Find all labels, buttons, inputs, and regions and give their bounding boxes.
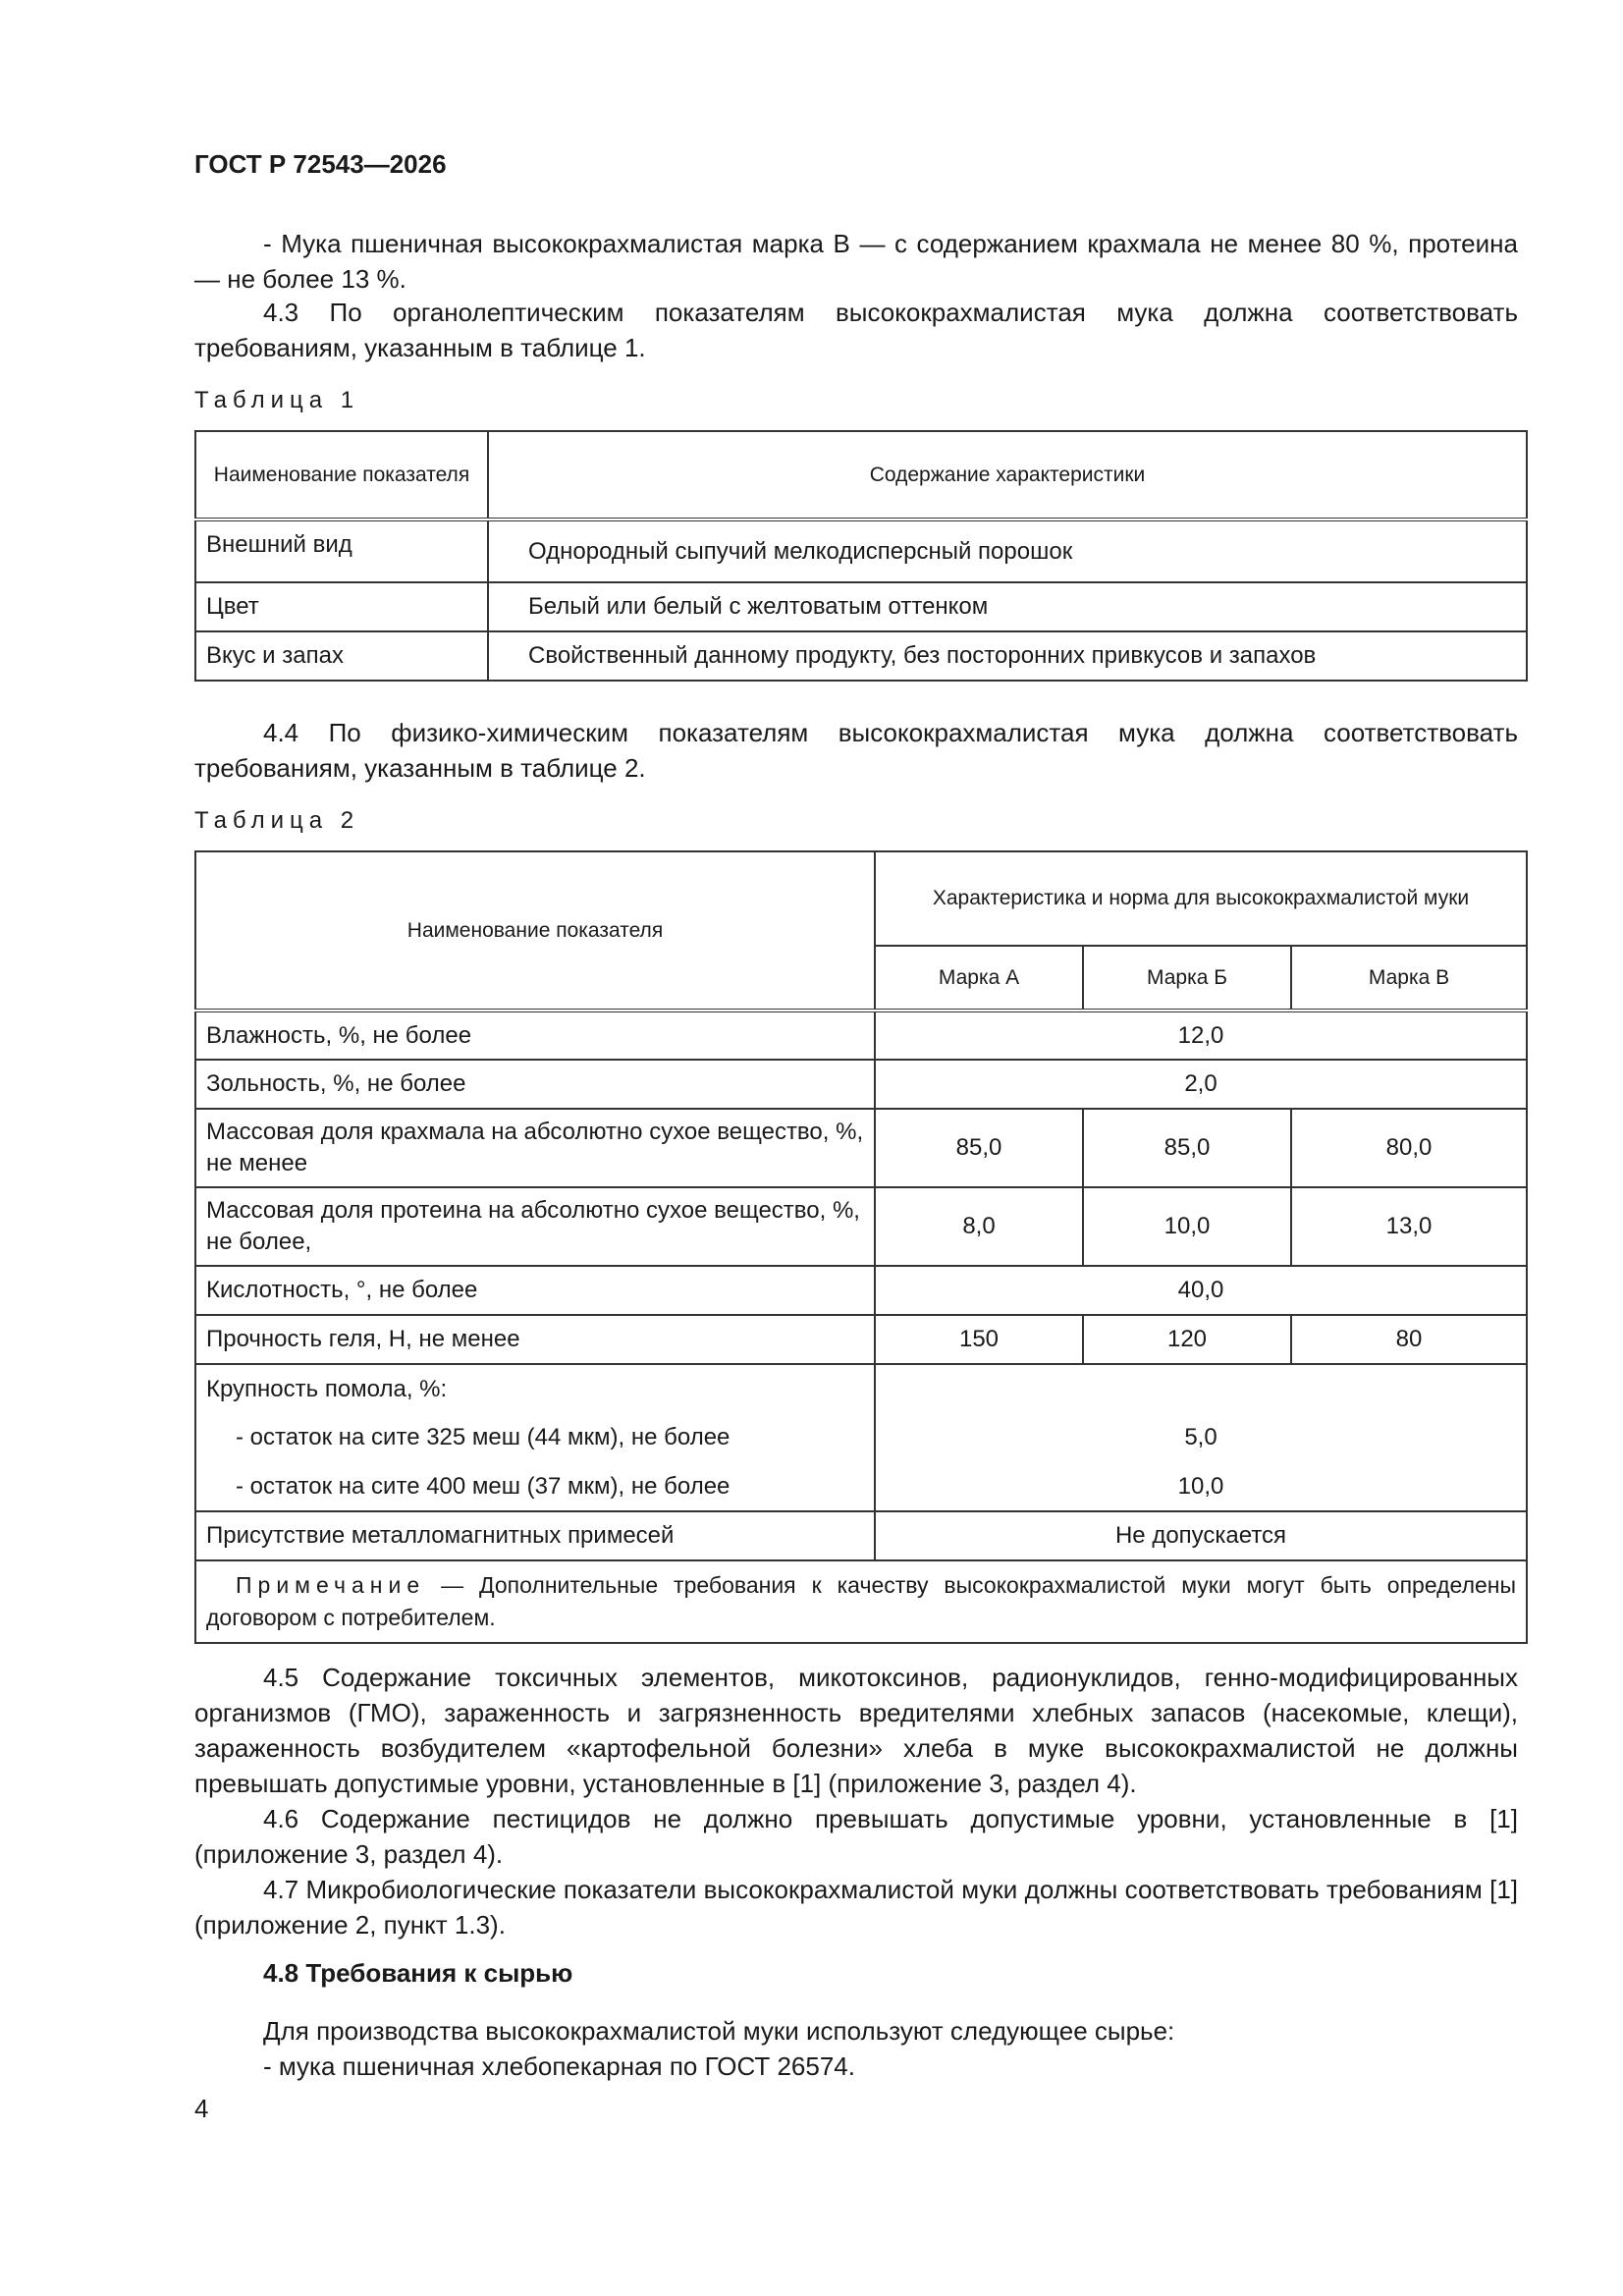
table1-col-value-header: Содержание характеристики [488,431,1527,519]
paragraph-4-4: 4.4 По физико-химическим показателям высококрахмалистая мука должна соответствовать требованиям, указанным в таблице 2. [194,718,1518,783]
table2-note-text: — Дополнительные требования к качеству высококрахмалистой муки могут быть определены договором с потребителем. [206,1572,1517,1630]
table2-starch-v: 80,0 [1291,1109,1527,1187]
table-2 [194,850,1528,1644]
table2-caption: Таблица 2 [194,807,360,834]
table1-row-color-value: Белый или белый с желтоватым оттенком [488,582,1527,631]
table2-starch-b: 85,0 [1083,1109,1291,1187]
table2-metal-name: Присутствие металломагнитных примесей [195,1511,875,1560]
table2-gel-name: Прочность геля, Н, не менее [195,1315,875,1364]
table2-protein-v: 13,0 [1291,1187,1527,1266]
table2-starch-name: Массовая доля крахмала на абсолютно сухое вещество, %, не менее [195,1109,875,1187]
table2-starch-a: 85,0 [875,1109,1083,1187]
table2-col-mark-v: Марка В [1291,946,1527,1011]
paragraph-flour-item: - мука пшеничная хлебопекарная по ГОСТ 26574. [263,2051,855,2081]
table2-grind-name: Крупность помола, %: [195,1364,875,1413]
table1-caption: Таблица 1 [194,387,360,413]
table2-protein-a: 8,0 [875,1187,1083,1266]
table2-acidity-name: Кислотность, °, не более [195,1266,875,1315]
table1-row-appearance-name: Внешний вид [195,519,488,582]
table2-moisture-name: Влажность, %, не более [195,1011,875,1060]
table2-sieve325-name: - остаток на сите 325 меш (44 мкм), не более [195,1413,875,1462]
table2-note [195,1560,1527,1643]
table2-col-name-header: Наименование показателя [195,851,875,1011]
table2-protein-b: 10,0 [1083,1187,1291,1266]
table1-row-appearance-value: Однородный сыпучий мелкодисперсный порошок [488,519,1527,582]
table1-col-name-header: Наименование показателя [195,431,488,519]
table2-protein-name: Массовая доля протеина на абсолютно сухое вещество, %, не более, [195,1187,875,1266]
table2-metal-value: Не допускается [875,1511,1527,1560]
table2-moisture-value: 12,0 [875,1011,1527,1060]
table2-sieve400-value: 10,0 [875,1462,1527,1511]
table2-col-mark-b: Марка Б [1083,946,1291,1011]
table2-ash-name: Зольность, %, не более [195,1060,875,1109]
paragraph-mark-v: - Мука пшеничная высококрахмалистая марка В — с содержанием крахмала не менее 80 %, протеина — не более 13 %. [194,229,1518,294]
table2-acidity-value: 40,0 [875,1266,1527,1315]
document-header: ГОСТ Р 72543—2026 [194,149,447,179]
table2-col-group-header: Характеристика и норма для высококрахмалистой муки [875,851,1527,946]
table2-gel-v: 80 [1291,1315,1527,1364]
table1-row-taste-name: Вкус и запах [195,631,488,681]
table2-gel-a: 150 [875,1315,1083,1364]
heading-4-8: 4.8 Требования к сырью [263,1958,573,1988]
paragraph-raw-materials: Для производства высококрахмалистой муки используют следующее сырье: [263,2016,1175,2046]
table2-gel-b: 120 [1083,1315,1291,1364]
table1-row-taste-value: Свойственный данному продукту, без посторонних привкусов и запахов [488,631,1527,681]
table2-sieve325-value: 5,0 [875,1413,1527,1462]
page-number: 4 [194,2094,209,2123]
paragraph-4-7: 4.7 Микробиологические показатели высококрахмалистой муки должны соответствовать требованиям [1] (приложение 2, пункт 1.3). [194,1875,1518,1940]
paragraph-4-3: 4.3 По органолептическим показателям высококрахмалистая мука должна соответствовать требованиям, указанным в таблице 1. [194,298,1518,362]
table2-grind-value [875,1364,1527,1413]
table2-note-label: Примечание [236,1572,426,1598]
paragraph-4-5: 4.5 Содержание токсичных элементов, микотоксинов, радионуклидов, генно-модифицированных организмов (ГМО), зараженность и загрязненность вредителями хлебных запасов (насекомые, клещи), зараженность возбудителем «картофельной болезни» хлеба в муке высококрахмалистой не должны превышать допустимые уровни, установленные в [1] (приложение 3, раздел 4). [194,1663,1518,1798]
table2-ash-value: 2,0 [875,1060,1527,1109]
table1-row-color-name: Цвет [195,582,488,631]
table-1 [194,430,1528,682]
table2-sieve400-name: - остаток на сите 400 меш (37 мкм), не более [195,1462,875,1511]
table2-col-mark-a: Марка А [875,946,1083,1011]
paragraph-4-6: 4.6 Содержание пестицидов не должно превышать допустимые уровни, установленные в [1] (приложение 3, раздел 4). [194,1804,1518,1869]
